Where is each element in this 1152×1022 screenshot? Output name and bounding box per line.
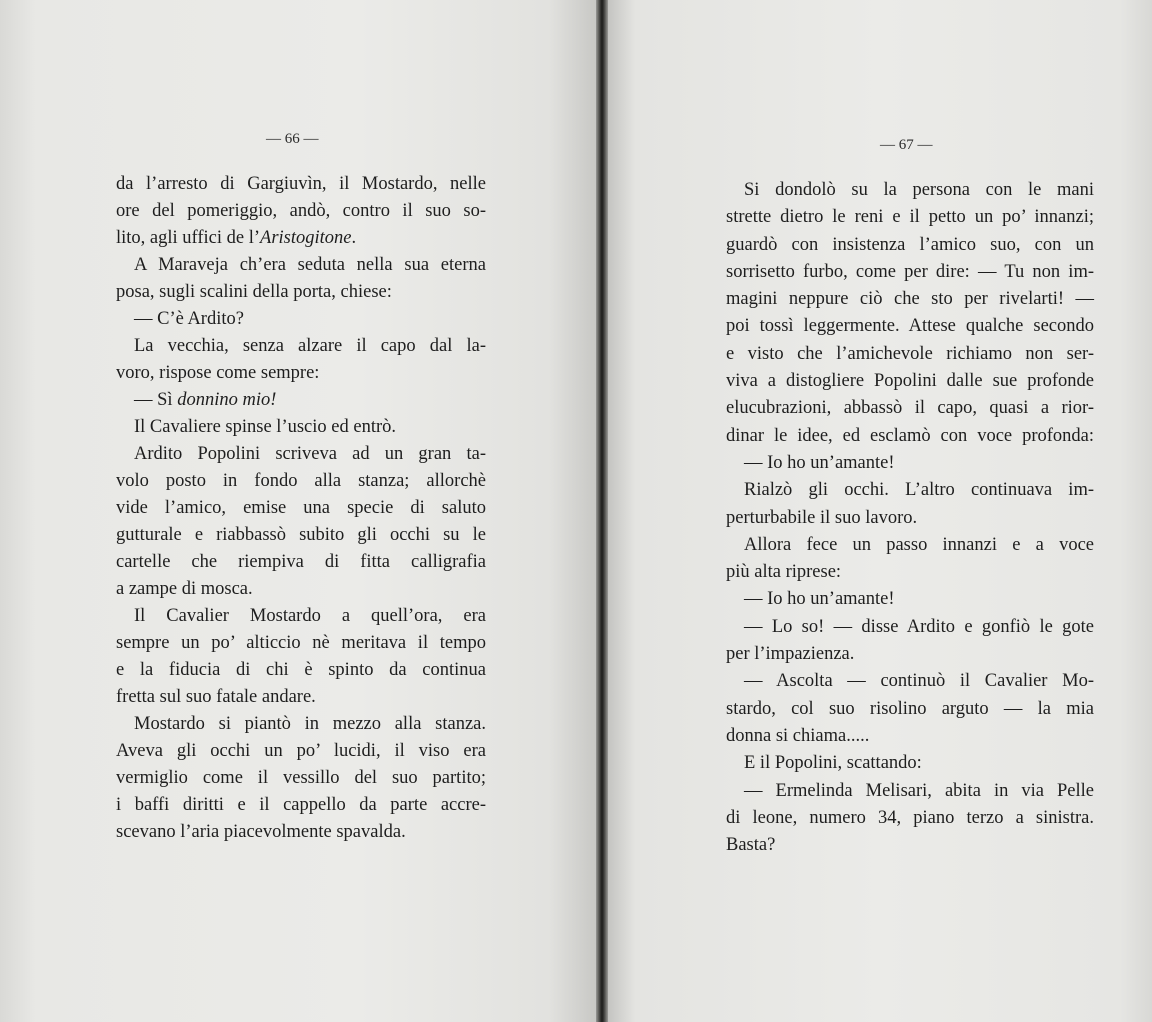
text-run: strette dietro le reni e il petto un po’ innanzi;: [726, 207, 1094, 228]
text-run: La vecchia, senza alzare il capo dal la-: [134, 336, 486, 356]
text-run: per l’impazienza.: [726, 644, 855, 665]
text-run: — Ermelinda Melisari, abita in via Pelle: [744, 780, 1094, 801]
text-line: [116, 198, 486, 225]
text-run: posa, sugli scalini della porta, chiese:: [116, 282, 392, 302]
text-line: [116, 576, 486, 603]
text-run: vermiglio come il vessillo del suo partito;: [116, 768, 486, 788]
text-run: Il Cavaliere spinse l’uscio ed entrò.: [134, 417, 396, 437]
text-line: [116, 711, 486, 738]
text-line: [116, 171, 486, 198]
text-line: [116, 765, 486, 792]
page-number-left: — 66 —: [266, 131, 319, 147]
text-line: [726, 204, 1094, 231]
text-run: fretta sul suo fatale andare.: [116, 687, 316, 707]
text-line: [726, 232, 1094, 259]
text-run: cartelle che riempiva di fitta calligrafia: [116, 552, 486, 572]
text-line: [726, 368, 1094, 395]
text-line: [116, 819, 486, 846]
text-run: Rialzò gli occhi. L’altro continuava im-: [744, 480, 1094, 501]
text-line: [726, 559, 1094, 586]
text-run: — Ascolta — continuò il Cavalier Mo-: [744, 671, 1094, 692]
text-run: da l’arresto di Gargiuvìn, il Mostardo, nelle: [116, 174, 486, 194]
text-run: sorrisetto furbo, come per dire: — Tu non im-: [726, 261, 1094, 282]
text-run: Si dondolò su la persona con le mani: [744, 180, 1094, 200]
text-line: [726, 586, 1094, 613]
text-line: [726, 313, 1094, 340]
text-run: stardo, col suo risolino arguto — la mia: [726, 698, 1094, 719]
text-run: dinar le idee, ed esclamò con voce profonda:: [726, 425, 1094, 446]
page-number-right: — 67 —: [880, 137, 933, 153]
text-line: [726, 477, 1094, 504]
text-run: sempre un po’ alticcio nè meritava il tempo: [116, 633, 486, 653]
text-line: [116, 306, 486, 333]
text-line: [116, 387, 486, 414]
text-line: [116, 333, 486, 360]
italic-text: Aristogitone: [260, 228, 352, 248]
text-run: più alta riprese:: [726, 562, 842, 583]
text-line: [726, 341, 1094, 368]
text-run: i baffi diritti e il cappello da parte accre-: [116, 795, 486, 815]
text-line: [726, 395, 1094, 422]
text-line: [726, 723, 1094, 750]
text-run: Aveva gli occhi un po’ lucidi, il viso era: [116, 741, 486, 761]
text-run: perturbabile il suo lavoro.: [726, 507, 918, 528]
text-run: e visto che l’amichevole richiamo non ser-: [726, 343, 1094, 364]
text-run: a zampe di mosca.: [116, 579, 253, 599]
text-line: [116, 657, 486, 684]
text-run: di leone, numero 34, piano terzo a sinistra.: [726, 807, 1094, 828]
text-run: vide l’amico, emise una specie di saluto: [116, 498, 486, 518]
text-run: — Sì: [134, 390, 178, 410]
text-run: — Lo so! — disse Ardito e gonfiò le gote: [744, 616, 1094, 637]
text-line: [116, 468, 486, 495]
text-run: e la fiducia di chi è spinto da continua: [116, 660, 486, 680]
text-line: [116, 441, 486, 468]
text-line: [726, 696, 1094, 723]
text-run: .: [351, 228, 357, 248]
right-page-text: [726, 177, 1094, 859]
text-run: A Maraveja ch’era seduta nella sua eterna: [134, 255, 486, 275]
text-line: [116, 549, 486, 576]
text-line: [116, 792, 486, 819]
text-run: donna si chiama.....: [726, 725, 870, 746]
text-line: [726, 423, 1094, 450]
italic-text: donnino mio!: [177, 390, 277, 410]
text-line: [116, 252, 486, 279]
text-line: [726, 832, 1094, 859]
text-line: [116, 360, 486, 387]
text-line: [726, 450, 1094, 477]
text-run: — Io ho un’amante!: [744, 452, 895, 473]
text-run: guardò con insistenza l’amico suo, con un: [726, 234, 1094, 255]
book-gutter: [596, 0, 608, 1022]
text-line: [726, 532, 1094, 559]
text-run: Allora fece un passo innanzi e a voce: [744, 534, 1094, 555]
text-run: voro, rispose come sempre:: [116, 363, 320, 383]
text-run: gutturale e riabbassò subito gli occhi su le: [116, 525, 486, 545]
text-run: Mostardo si piantò in mezzo alla stanza.: [134, 714, 486, 734]
text-line: [116, 279, 486, 306]
text-run: lito, agli uffici de l’: [116, 228, 261, 248]
text-run: — Io ho un’amante!: [744, 589, 895, 610]
text-line: [116, 495, 486, 522]
text-line: [726, 750, 1094, 777]
text-line: [726, 805, 1094, 832]
text-line: [116, 738, 486, 765]
text-run: viva a distogliere Popolini dalle sue profonde: [726, 371, 1094, 392]
text-run: Ardito Popolini scriveva ad un gran ta-: [134, 444, 486, 464]
text-line: [726, 778, 1094, 805]
text-run: Basta?: [726, 835, 776, 856]
text-line: [116, 414, 486, 441]
text-line: [726, 505, 1094, 532]
text-line: [726, 177, 1094, 204]
text-line: [116, 603, 486, 630]
text-run: magini neppure ciò che sto per rivelarti! —: [726, 289, 1094, 310]
text-run: — C’è Ardito?: [134, 309, 244, 329]
text-line: [116, 225, 486, 252]
text-run: ore del pomeriggio, andò, contro il suo so-: [116, 201, 486, 221]
text-run: Il Cavalier Mostardo a quell’ora, era: [134, 606, 486, 626]
text-line: [116, 522, 486, 549]
text-line: [726, 641, 1094, 668]
text-line: [726, 614, 1094, 641]
text-run: volo posto in fondo alla stanza; allorchè: [116, 471, 486, 491]
text-run: elucubrazioni, abbassò il capo, quasi a rior-: [726, 398, 1094, 419]
text-run: scevano l’aria piacevolmente spavalda.: [116, 822, 406, 842]
text-line: [116, 630, 486, 657]
text-run: poi tossì leggermente. Attese qualche secondo: [726, 316, 1094, 337]
text-run: E il Popolini, scattando:: [744, 753, 922, 774]
left-page-text: [116, 171, 486, 846]
text-line: [116, 684, 486, 711]
text-line: [726, 259, 1094, 286]
text-line: [726, 286, 1094, 313]
text-line: [726, 668, 1094, 695]
